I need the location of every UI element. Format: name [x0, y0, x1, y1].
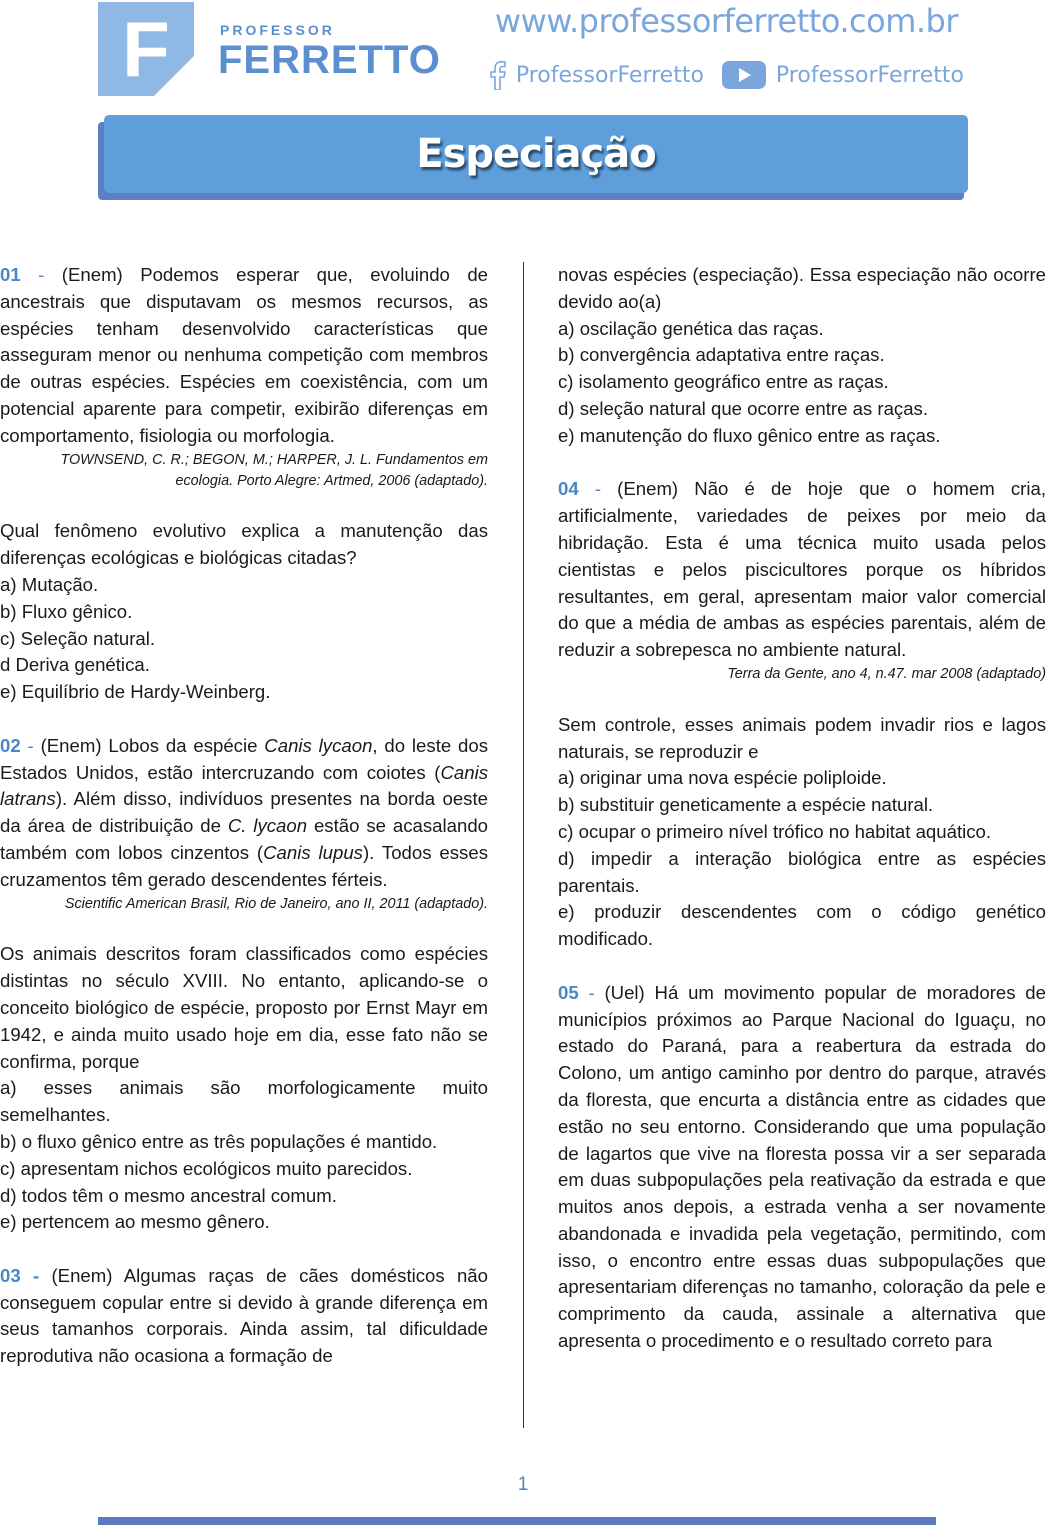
question-4	[558, 476, 1046, 664]
species-name: Canis latrans	[0, 761, 488, 810]
source-citation: Terra da Gente, ano 4, n.47. mar 2008 (adaptado)	[727, 665, 1046, 682]
option: a) originar uma nova espécie poliploide.	[558, 767, 887, 789]
option: b) Fluxo gênico.	[0, 600, 133, 622]
source-citation: TOWNSEND, C. R.; BEGON, M.; HARPER, J. L. Fundamentos em ecologia. Porto Alegre: Artmed, 2006 (adaptado).	[60, 451, 488, 489]
option: c) apresentam nichos ecológicos muito parecidos.	[0, 1157, 413, 1179]
question-prompt: Qual fenômeno evolutivo explica a manutenção das diferenças ecológicas e biológicas citadas?	[0, 520, 488, 569]
footer-bar	[98, 1517, 936, 1525]
option: d) impedir a interação biológica entre as espécies parentais.	[558, 847, 1046, 896]
question-dash: -	[32, 1264, 40, 1286]
column-divider	[523, 262, 524, 1428]
right-column	[558, 262, 1046, 1355]
social-links	[490, 60, 964, 90]
question-dash: -	[594, 478, 602, 500]
option: b) o fluxo gênico entre as três populações é mantido.	[0, 1130, 438, 1152]
brand-small: PROFESSOR	[220, 22, 335, 38]
species-name: Canis lupus	[263, 841, 363, 863]
brand-name: FERRETTO	[218, 38, 441, 82]
text-segment: ). Todos esses cruzamentos têm gerado descendentes férteis.	[0, 841, 488, 890]
option: a) oscilação genética das raças.	[558, 317, 824, 339]
text-segment: ). Além disso, indivíduos presentes na borda oeste da área de distribuição de	[0, 788, 488, 837]
question-dash: -	[27, 734, 34, 756]
question-2	[0, 733, 488, 894]
title-banner	[104, 115, 968, 193]
question-5	[558, 980, 1046, 1355]
facebook-handle[interactable]: ProfessorFerretto	[515, 62, 704, 88]
text-segment: (Enem) Lobos da espécie	[40, 734, 265, 756]
question-text-continued: novas espécies (especiação). Essa especiação não ocorre devido ao(a)	[558, 264, 1046, 312]
question-prompt: Os animais descritos foram classificados como espécies distintas no século XVIII. No entanto, aplicando-se o conceito biológico de espécie, proposto por Ernst Mayr em 1942, e ainda muito usado hoje em dia, esse fato não se confirma, porque	[0, 943, 488, 1072]
question-text: (Enem) Não é de hoje que o homem cria, artificialmente, variedades de peixes por meio da hibridação. Esta é uma técnica muito usada pelos cientistas e pelos piscicultores porque os híbridos resultantes, em geral, apresentam maior valor comercial do que a média de ambas as espécies parentais, além de reduzir a sobrepesca no ambiente natural.	[558, 478, 1046, 661]
species-name: Canis lycaon	[264, 734, 373, 756]
page-number: 1	[517, 1474, 529, 1495]
option: c) Seleção natural.	[0, 627, 156, 649]
option: b) convergência adaptativa entre raças.	[558, 344, 885, 366]
question-text: (Uel) Há um movimento popular de moradores de municípios próximos ao Parque Nacional do Iguaçu, no estado do Paraná, para a reabertura da estrada do Colono, um antigo caminho por dentro do parque, através da floresta, que encurta a distância entre as cidades que estão no seu entorno. Considerando que uma população de lagartos que vive na floresta possa vir a ser separada em duas subpopulações pela reativação da estrada e que muitos anos depois, a estrada venha a ser novamente abandonada e invadida pela vegetação, permitindo, com isso, o encontro entre essas duas subpopulações que apresentariam diferenças no tamanho, coloração da pele e comprimento da cauda, assinale a alternativa que apresenta o procedimento e o resultado correto para	[558, 981, 1046, 1352]
option: a) Mutação.	[0, 573, 99, 595]
option: c) isolamento geográfico entre as raças.	[558, 371, 889, 393]
option: d Deriva genética.	[0, 654, 150, 676]
option: a) esses animais são morfologicamente muito semelhantes.	[0, 1077, 488, 1126]
question-number: 03	[0, 1264, 21, 1286]
option: b) substituir geneticamente a espécie natural.	[558, 794, 934, 816]
question-number: 05	[558, 981, 579, 1003]
option: c) ocupar o primeiro nível trófico no habitat aquático.	[558, 820, 992, 842]
youtube-handle[interactable]: ProfessorFerretto	[775, 62, 964, 88]
logo-notch	[154, 56, 194, 96]
facebook-icon[interactable]	[490, 60, 506, 90]
question-dash: -	[38, 264, 45, 285]
logo-letter: F	[122, 5, 170, 93]
question-number: 02	[0, 734, 21, 756]
species-name: C. lycaon	[227, 815, 308, 837]
question-number: 01	[0, 264, 21, 285]
question-prompt: Sem controle, esses animais podem invadir rios e lagos naturais, se reproduzir e	[558, 713, 1046, 762]
option: e) Equilíbrio de Hardy-Weinberg.	[0, 681, 271, 703]
option: d) seleção natural que ocorre entre as raças.	[558, 397, 929, 419]
question-3	[0, 1263, 488, 1370]
left-column	[0, 262, 488, 1370]
question-text: (Enem) Podemos esperar que, evoluindo de ancestrais que disputavam os mesmos recursos, as espécies tenham desenvolvido características que asseguram menor ou nenhuma competição com membros de outras espécies. Espécies em coexistência, com um potencial aparente para competir, exibirão diferenças em comportamento, fisiologia ou morfologia.	[0, 264, 489, 446]
option: e) pertencem ao mesmo gênero.	[0, 1211, 270, 1233]
question-text: (Enem) Algumas raças de cães domésticos não conseguem copular entre si devido à grande diferença em seus tamanhos corporais. Ainda assim, tal dificuldade reprodutiva não ocasiona a formação de	[0, 1264, 488, 1367]
option: e) manutenção do fluxo gênico entre as raças.	[558, 424, 941, 446]
option: e) produzir descendentes com o código genético modificado.	[558, 901, 1046, 950]
question-dash: -	[588, 981, 595, 1003]
question-number: 04	[558, 478, 579, 500]
text-segment: estão se acasalando também com lobos cinzentos (	[0, 815, 488, 863]
source-citation: Scientific American Brasil, Rio de Janeiro, ano II, 2011 (adaptado).	[64, 895, 488, 912]
youtube-icon[interactable]	[722, 61, 766, 89]
site-url-link[interactable]: www.professorferretto.com.br	[494, 2, 958, 40]
option: d) todos têm o mesmo ancestral comum.	[0, 1184, 337, 1206]
question-1	[0, 262, 488, 450]
page-title: Especiação	[416, 131, 656, 177]
logo	[98, 2, 194, 96]
text-segment: , do leste dos Estados Unidos, estão intercruzando com coiotes (	[0, 734, 489, 783]
